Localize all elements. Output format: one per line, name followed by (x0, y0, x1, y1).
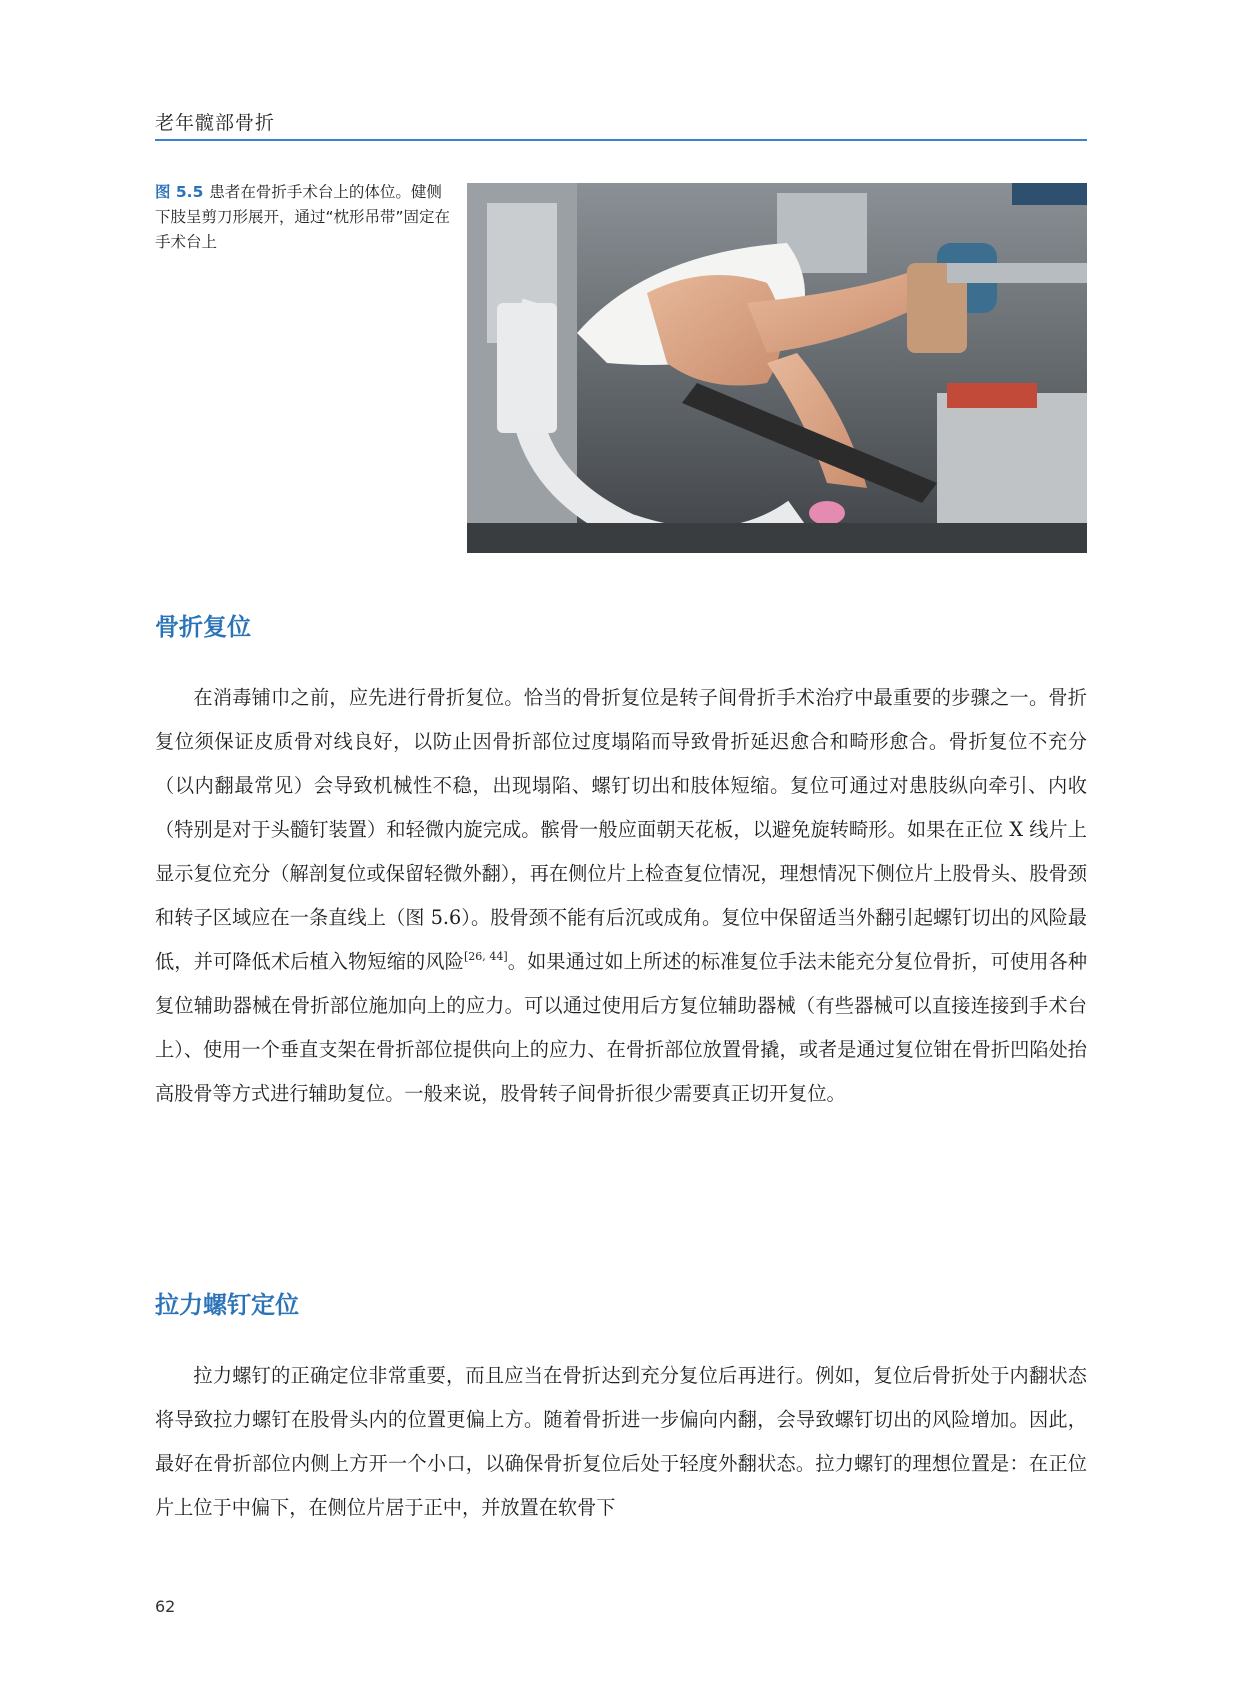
running-title: 老年髋部骨折 (155, 112, 276, 134)
paragraph-fracture-reduction (155, 676, 1087, 1116)
citation-reference: [26, 44] (463, 950, 508, 963)
figure-caption (155, 180, 455, 255)
surgery-photo-illustration (467, 183, 1087, 553)
paragraph-text-part2: 。如果通过如上所述的标准复位手法未能充分复位骨折，可使用各种复位辅助器械在骨折部位施加向上的应力。可以通过使用后方复位辅助器械（有些器械可以直接连接到手术台上）、使用一个垂直支架在骨折部位提供向上的应力、在骨折部位放置骨撬，或者是通过复位钳在骨折凹陷处抬高股骨等方式进行辅助复位。一般来说，股骨转子间骨折很少需要真正切开复位。 (155, 950, 1088, 1105)
paragraph-lag-screw-positioning: 拉力螺钉的正确定位非常重要，而且应当在骨折达到充分复位后再进行。例如，复位后骨折处于内翻状态将导致拉力螺钉在股骨头内的位置更偏上方。随着骨折进一步偏向内翻，会导致螺钉切出的风险增加。因此，最好在骨折部位内侧上方开一个小口，以确保骨折复位后处于轻度外翻状态。拉力螺钉的理想位置是：在正位片上位于中偏下，在侧位片居于正中，并放置在软骨下 (155, 1364, 1087, 1519)
section-title-lag-screw-positioning: 拉力螺钉定位 (155, 1291, 299, 1319)
paragraph-text-part1: 在消毒铺巾之前，应先进行骨折复位。恰当的骨折复位是转子间骨折手术治疗中最重要的步骤之一。骨折复位须保证皮质骨对线良好，以防止因骨折部位过度塌陷而导致骨折延迟愈合和畸形愈合。骨折复位不充分（以内翻最常见）会导致机械性不稳，出现塌陷、螺钉切出和肢体短缩。复位可通过对患肢纵向牵引、内收（特别是对于头髓钉装置）和轻微内旋完成。髌骨一般应面朝天花板，以避免旋转畸形。如果在正位 X 线片上显示复位充分（解剖复位或保留轻微外翻），再在侧位片上检查复位情况，理想情况下侧位片上股骨头、股骨颈和转子区域应在一条直线上（图 5.6）。股骨颈不能有后沉或成角。复位中保留适当外翻引起螺钉切出的风险最低，并可降低术后植入物短缩的风险 (155, 686, 1087, 973)
figure-label: 图 5.5 (155, 183, 204, 201)
page-number: 62 (155, 1597, 176, 1616)
figure-photo (467, 183, 1087, 553)
section-title-fracture-reduction: 骨折复位 (155, 613, 251, 641)
header-rule (155, 139, 1087, 141)
figure-caption-text: 患者在骨折手术台上的体位。健侧下肢呈剪刀形展开，通过“枕形吊带”固定在手术台上 (155, 183, 451, 251)
